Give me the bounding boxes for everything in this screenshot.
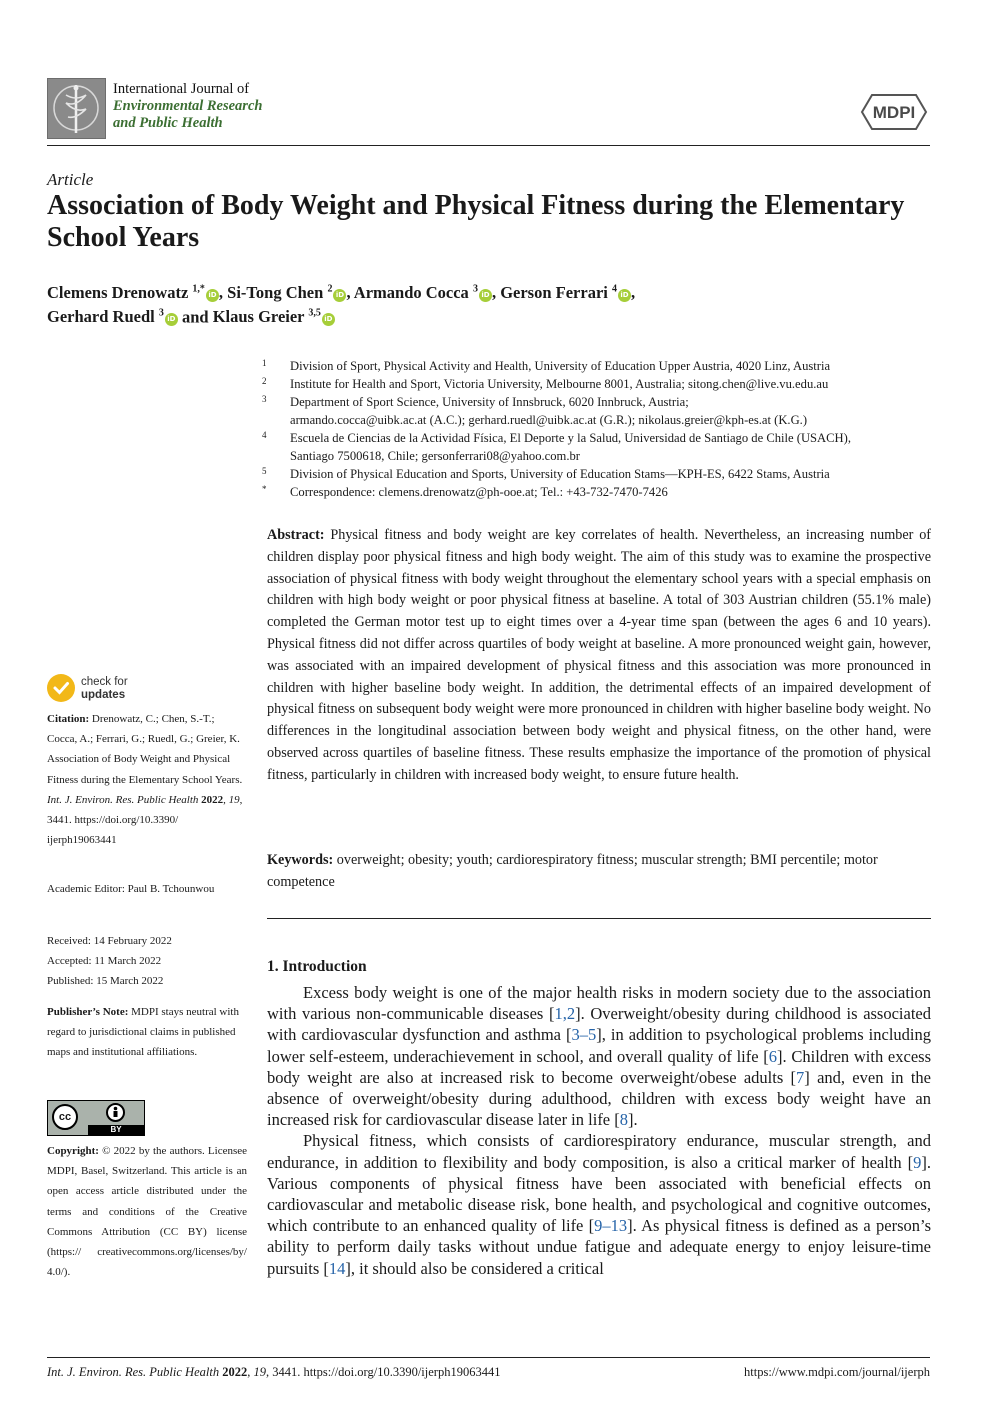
paragraph-text: ], in addition to psychological problems including lower self-esteem, underachievement in school, and overall quality of life [ <box>267 1025 931 1066</box>
affiliation-text: Division of Sport, Physical Activity and Health, University of Education Upper Austria, 4020 Linz, Austria <box>290 359 831 373</box>
citation-block: Citation: Drenowatz, C.; Chen, S.-T.; Cocca, A.; Ferrari, G.; Ruedl, G.; Greier, K. Association of Body Weight and Physical Fitness during the Elementary School Years. Int. J. Environ. Res. Public Health 2022, 19, 3441. https://doi.org/10.3390/ ijerph19063441 <box>47 713 243 847</box>
keywords-text: overweight; obesity; youth; cardiorespiratory fitness; muscular strength; BMI percentile; motor competence <box>267 852 878 890</box>
section-body <box>267 982 931 1279</box>
footer-doi-link[interactable]: , 3441. https://doi.org/10.3390/ijerph19063441 <box>265 1365 501 1379</box>
check-label-1: check for <box>81 676 128 688</box>
affiliation-line <box>262 411 934 429</box>
journal-name-line2: Environmental Research <box>113 98 263 114</box>
check-icon <box>47 674 75 702</box>
affiliation-line <box>262 447 934 465</box>
paragraph-text: ]. <box>628 1110 638 1130</box>
orcid-icon[interactable]: iD <box>165 313 178 326</box>
paragraph-text: ]. Children with excess body weight are also at increased risk to become overweight/obese adults [ <box>267 1046 931 1087</box>
affiliation-line <box>262 357 934 375</box>
article-title: Association of Body Weight and Physical Fitness during the Elementary School Years <box>47 190 905 253</box>
footer-citation: Int. J. Environ. Res. Public Health 2022, 19, 3441. https://doi.org/10.3390/ijerph19063441 <box>47 1365 501 1379</box>
by-label: BY <box>88 1125 144 1135</box>
citation-link[interactable]: 6 <box>768 1046 778 1066</box>
keywords <box>267 850 931 894</box>
author[interactable]: Armando Cocca $^3$iD <box>354 283 492 302</box>
orcid-icon[interactable]: iD <box>618 289 631 302</box>
paragraph-text: ]. Various components of physical fitness have been associated with beneficial effects on cardiovascular and metabolic disease risk, bone health, and psychological and cognitive outcomes, which contribute to an enhanced quality of life [ <box>267 1152 931 1236</box>
author-connector: and <box>181 307 209 326</box>
keywords-label: Keywords: <box>267 852 334 868</box>
affiliation-number: 5 <box>262 466 267 476</box>
affiliation-number: 3 <box>262 394 267 404</box>
paragraph-text: ] and, even in the absence of overweight/obesity during adulthood, children with excess body weight have an increased risk for cardiovascular disease later in life [ <box>267 1067 931 1130</box>
author[interactable]: Clemens Drenowatz $^{1,*}$iD <box>47 283 219 302</box>
journal-name-line3: and Public Health <box>113 115 223 131</box>
affiliation-text: Correspondence: clemens.drenowatz@ph-ooe.at; Tel.: +43-732-7470-7426 <box>290 485 668 499</box>
abstract <box>267 525 931 787</box>
abstract-label: Abstract: <box>267 527 325 543</box>
article-type: Article <box>47 170 94 189</box>
affiliation-line <box>262 375 934 393</box>
paragraph-text: ]. As physical fitness is defined as a person’s ability to perform daily tasks without undue fatigue and adequate energy to enjoy leisure-time pursuits [ <box>267 1216 931 1278</box>
citation-link[interactable]: 9 <box>913 1152 922 1172</box>
citation-link[interactable]: 9–13 <box>594 1216 628 1236</box>
paragraph <box>267 982 931 1130</box>
author[interactable]: Gerson Ferrari $^4$iD <box>500 283 631 302</box>
author[interactable]: Klaus Greier $^{3,5}$iD <box>213 307 335 326</box>
creative-commons-icon: cc <box>52 1104 78 1130</box>
abstract-text: Physical fitness and body weight are key correlates of health. Nevertheless, an increasing number of children display poor physical fitness and high body weight. The aim of this study was to examine the prospective association of physical fitness with body weight throughout the elementary school years with a special emphasis on children with high body weight or poor physical fitness at baseline. A total of 303 Austrian children (55.1% male) completed the German motor test up to eight times over a 4-year time span (between the ages 6 and 10 years). Physical fitness did not differ across quartiles of body weight at baseline. A more pronounced weight gain, however, was associated with an impaired development of physical fitness and this association was more pronounced in children with higher baseline body weight. In addition, the detrimental effects of an impaired development of physical fitness on subsequent body weight were more pronounced in children with higher baseline body weight. No differences in the longitudinal association between body weight and physical fitness, on the other hand, were observed across quartiles of baseline fitness. These results emphasize the importance of the promotion of physical fitness, particularly in children with increased body weight, to ensure future health. <box>267 527 932 783</box>
caduceus-icon <box>48 79 105 138</box>
header-divider <box>47 145 930 146</box>
attribution-icon <box>106 1103 125 1122</box>
footer-divider <box>47 1357 930 1358</box>
affiliation-number <box>262 447 290 465</box>
citation-link[interactable]: 1,2 <box>554 1004 576 1024</box>
affiliation-text: Escuela de Ciencias de la Actividad Física, El Deporte y la Salud, Universidad de Santiago de Chile (USACH), <box>290 431 851 445</box>
citation-link[interactable]: 8 <box>619 1110 629 1130</box>
paragraph <box>267 1130 931 1278</box>
affiliation-number: 2 <box>262 376 267 386</box>
citation-link[interactable]: 3–5 <box>571 1025 597 1045</box>
received-date: Received: 14 February 2022 <box>47 935 172 947</box>
affiliation-text: Division of Physical Education and Sports, University of Education Stams—KPH-ES, 6422 Stams, Austria <box>290 467 830 481</box>
svg-text:MDPI: MDPI <box>872 103 916 122</box>
citation-link[interactable]: 7 <box>796 1067 805 1087</box>
paragraph-text: Physical fitness, which consists of cardiorespiratory endurance, muscular strength, and endurance, in addition to flexibility and body composition, is also a critical marker of health [ <box>267 1131 931 1172</box>
affiliation-number <box>262 411 290 429</box>
affiliations <box>262 357 934 501</box>
journal-name-line1: International Journal of <box>113 81 250 97</box>
footer-journal-url[interactable]: https://www.mdpi.com/journal/ijerph <box>744 1365 930 1379</box>
journal-logo <box>47 78 106 139</box>
check-label-2: updates <box>81 689 126 701</box>
affiliation-number: 4 <box>262 430 267 440</box>
affiliation-line <box>262 483 934 501</box>
affiliation-line <box>262 465 934 483</box>
citation-link[interactable]: 14 <box>328 1258 346 1278</box>
affiliation-text: armando.cocca@uibk.ac.at (A.C.); gerhard.ruedl@uibk.ac.at (G.R.); nikolaus.greier@kph-es.at (K.G.) <box>290 413 808 427</box>
published-date: Published: 15 March 2022 <box>47 975 164 988</box>
journal-name <box>113 81 262 132</box>
affiliation-text: Institute for Health and Sport, Victoria University, Melbourne 8001, Australia; sitong.chen@live.vu.edu.au <box>290 377 829 391</box>
paragraph-text: Excess body weight is one of the major health risks in modern society due to the association with various non-communicable diseases [ <box>267 983 931 1024</box>
paragraph-text: ]. Overweight/obesity during childhood is associated with cardiovascular dysfunction and asthma [ <box>267 1004 931 1045</box>
section-divider <box>267 918 931 919</box>
cc-by-license-badge[interactable] <box>47 1100 145 1136</box>
academic-editor: Academic Editor: Paul B. Tchounwou <box>47 883 215 895</box>
affiliation-text: Department of Sport Science, University of Innsbruck, 6020 Innbruck, Austria; <box>290 395 689 409</box>
publisher-note: Publisher’s Note: MDPI stays neutral with regard to jurisdictional claims in published maps and institutional affiliations. <box>47 1006 239 1059</box>
dates-block <box>47 931 247 992</box>
affiliation-number: * <box>262 484 267 494</box>
citation-doi-link[interactable]: , 3441. https://doi.org/10.3390/ ijerph19063441 <box>47 793 243 847</box>
author[interactable]: Gerhard Ruedl $^3$iD <box>47 307 178 326</box>
affiliation-text: Santiago 7500618, Chile; gersonferrari08@yahoo.com.br <box>290 449 580 463</box>
section-heading: 1. Introduction <box>267 958 367 975</box>
accepted-date: Accepted: 11 March 2022 <box>47 955 162 968</box>
copyright-block: Copyright: © 2022 by the authors. Licensee MDPI, Basel, Switzerland. This article is an open access article distributed under the terms and conditions of the Creative Commons Attribution (CC BY) license (https:// creativecommons.org/licenses/by/ 4.0/). <box>47 1145 247 1279</box>
mdpi-logo <box>858 90 930 134</box>
author[interactable]: Si-Tong Chen $^2$iD <box>227 283 346 302</box>
paragraph-text: ], it should also be considered a critical <box>345 1258 604 1278</box>
orcid-icon[interactable]: iD <box>333 289 346 302</box>
orcid-icon[interactable]: iD <box>479 289 492 302</box>
orcid-icon[interactable]: iD <box>206 289 219 302</box>
affiliation-number: 1 <box>262 358 267 368</box>
affiliation-line <box>262 393 934 411</box>
orcid-icon[interactable]: iD <box>322 313 335 326</box>
author-list: Clemens Drenowatz $^{1,*}$iD , Si-Tong Chen $^2$iD , Armando Cocca $^3$iD , Gerson Ferrari $^4$iD , Gerhard Ruedl $^3$iD and Klaus Greier $^{3,5}$iD <box>47 282 636 326</box>
affiliation-line <box>262 429 934 447</box>
